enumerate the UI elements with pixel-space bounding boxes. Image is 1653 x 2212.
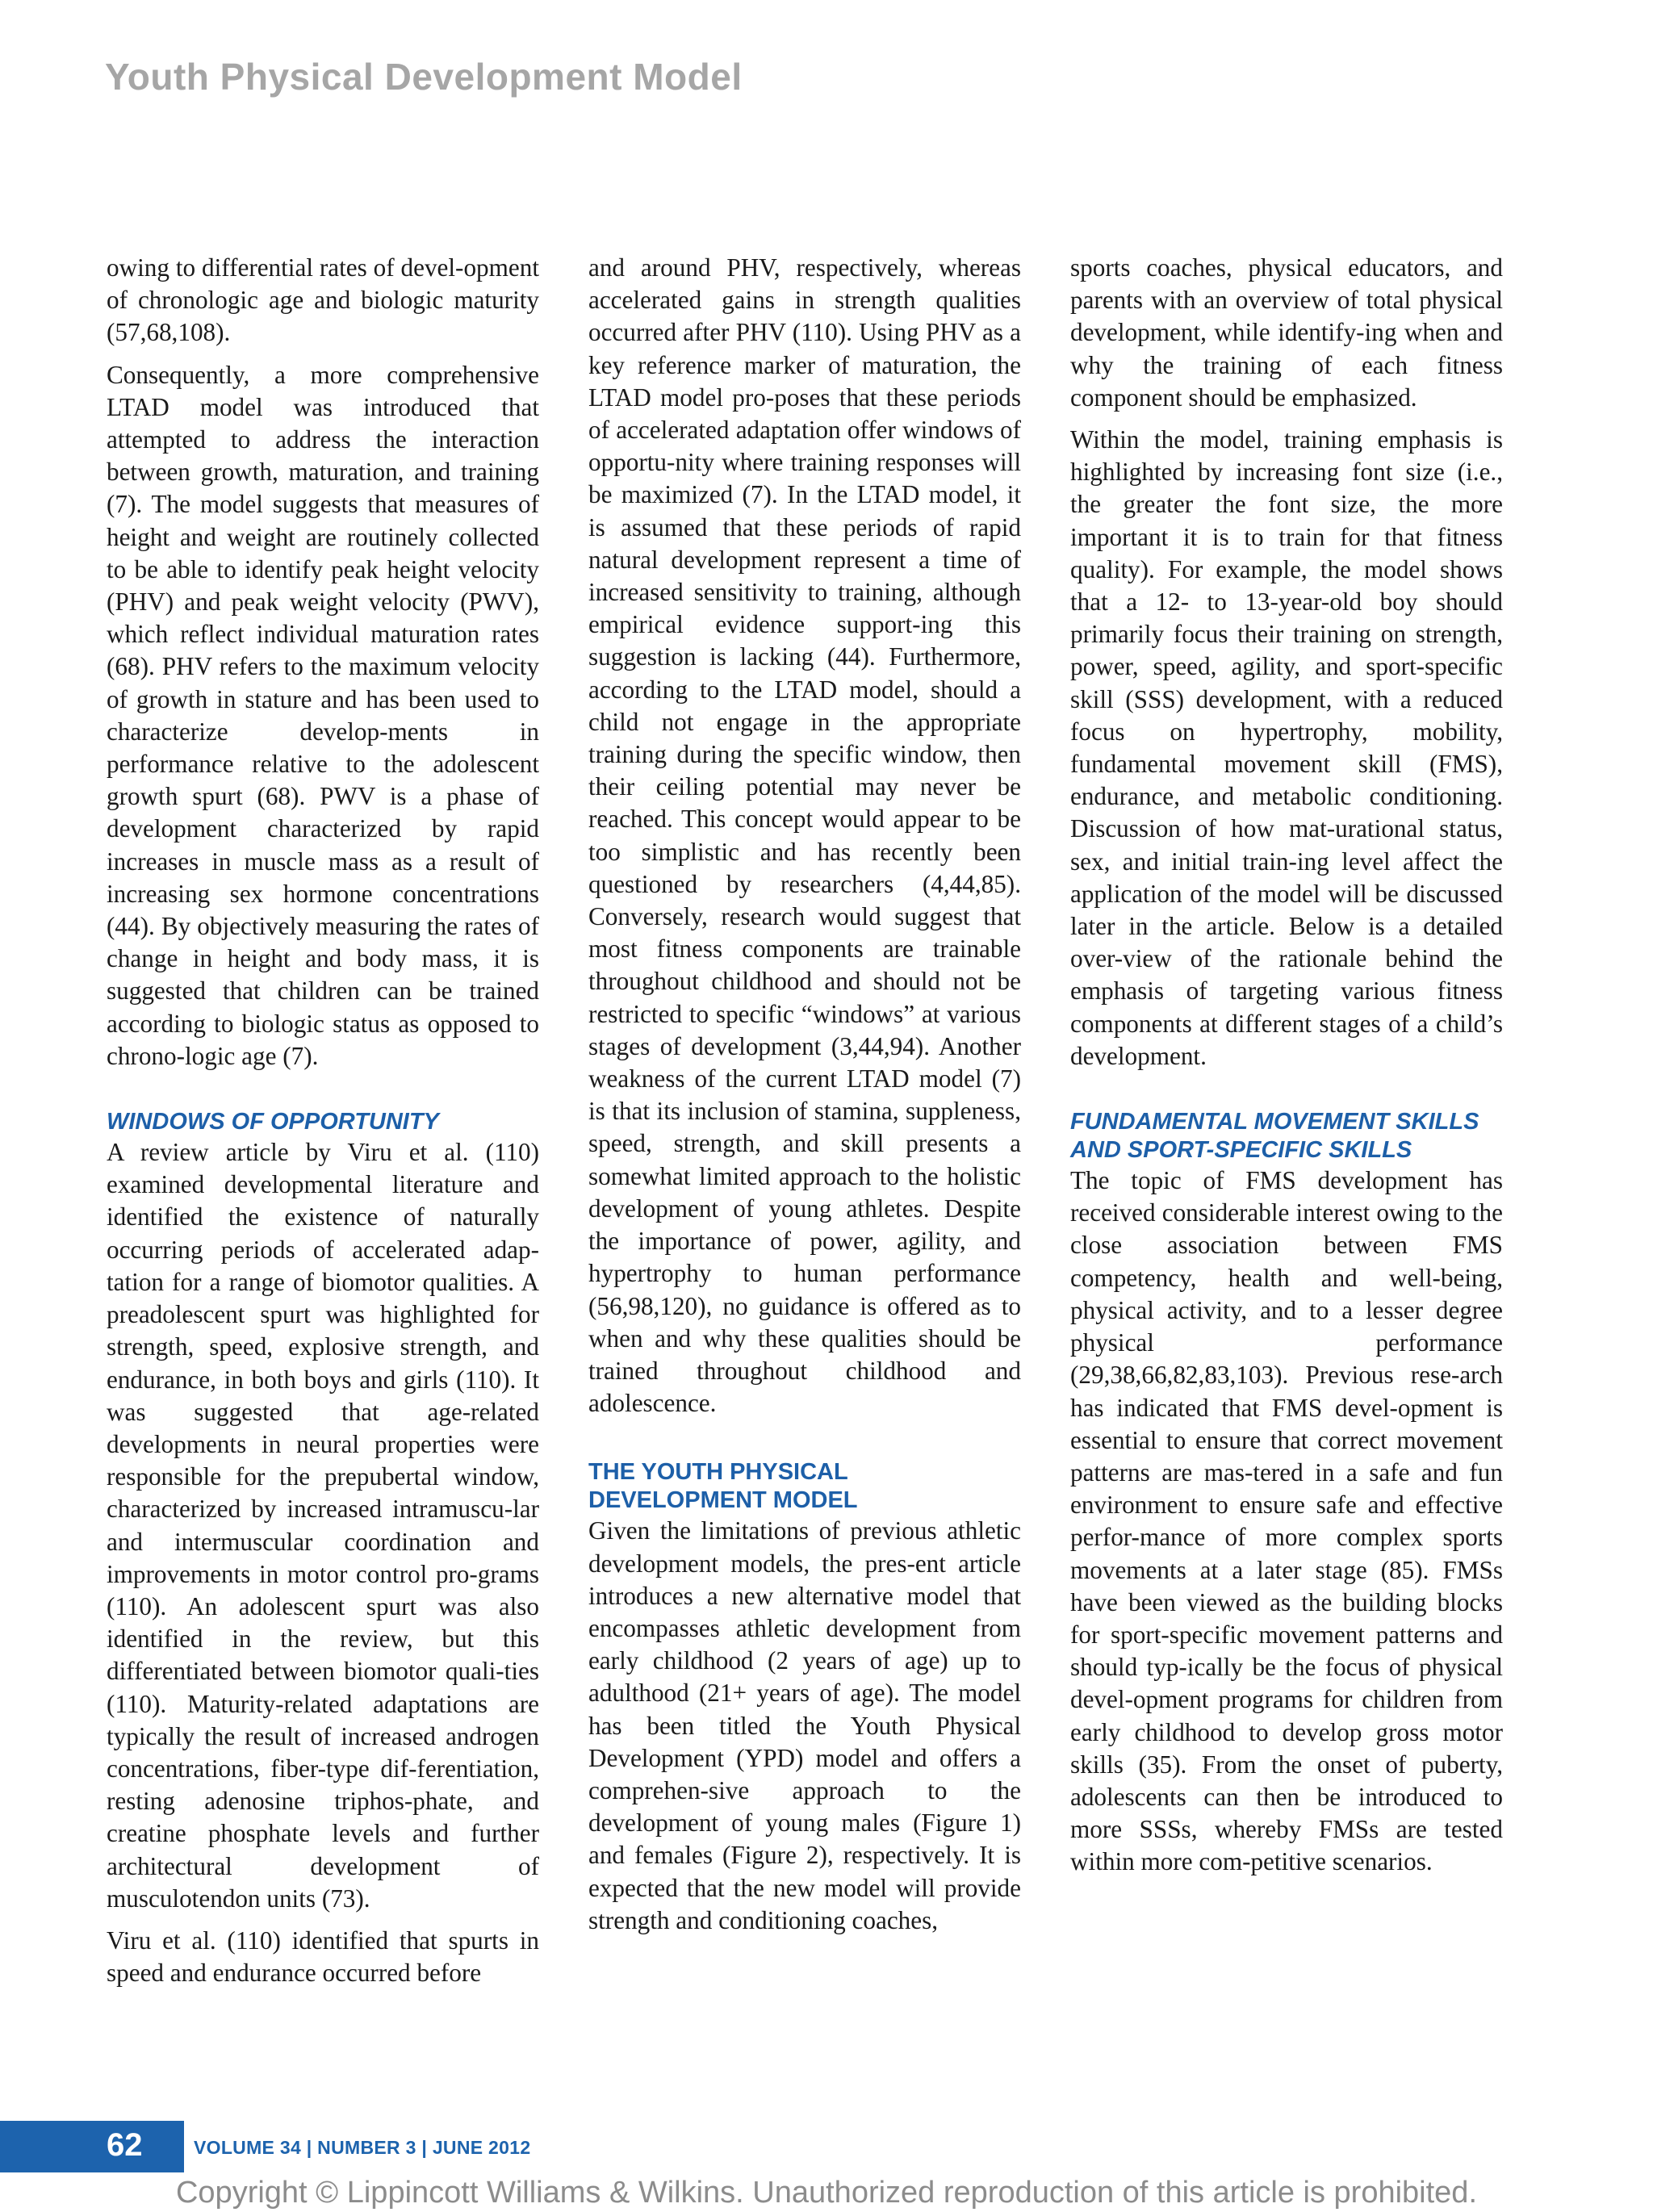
text-column-3: [1070, 252, 1503, 1879]
paragraph: A review article by Viru et al. (110) examined developmental literature and identified the existence of naturally occurring periods of accelerated adap-tation for a range of biomotor qualities. A preadolescent spurt was highlighted for strength, speed, explosive strength, and endurance, in both boys and girls (110). It was suggested that age-related developments in neural properties were responsible for the prepubertal window, characterized by increased intramuscu-lar and intermuscular coordination and improvements in motor control pro-grams (110). An adolescent spurt was also identified in the review, but this differentiated between biomotor quali-ties (110). Maturity-related adaptations are typically the result of increased androgen concentrations, fiber-type dif-ferentiation, resting adenosine triphos-phate, and creatine phosphate levels and further architectural development of musculotendon units (73).: [107, 1138, 539, 1913]
section-heading-windows-of-opportunity: WINDOWS OF OPPORTUNITY: [107, 1109, 439, 1135]
paragraph: Viru et al. (110) identified that spurts in speed and endurance occurred before: [107, 1926, 539, 1988]
page-number-bar: [0, 2121, 184, 2172]
paragraph: Given the limitations of previous athletic development models, the pres-ent article introduces a new alternative model that encompasses athletic development from early childhood (2 years of age) up to adulthood (21+ years of age). The model has been titled the Youth Physical Development (YPD) model and offers a comprehen-sive approach to the development of young males (Figure 1) and females (Figure 2), respectively. It is expected that the new model will provide strength and conditioning coaches,: [588, 1516, 1021, 1934]
paragraph: and around PHV, respectively, whereas accelerated gains in strength qualities occurred after PHV (110). Using PHV as a key reference marker of maturation, the LTAD model pro-poses that these periods of accelerated adaptation offer windows of opportu-nity where training responses will be maximized (7). In the LTAD model, it is assumed that these periods of rapid natural development represent a time of increased sensitivity to training, although empirical evidence support-ing this suggestion is lacking (44). Furthermore, according to the LTAD model, should a child not engage in the appropriate training during the specific window, then their ceiling potential may never be reached. This concept would appear to be too simplistic and has recently been questioned by researchers (4,44,85). Conversely, research would suggest that most fitness components are trainable throughout childhood and should not be restricted to specific “windows” at various stages of development (3,44,94). Another weakness of the current LTAD model (7) is that its inclusion of stamina, suppleness, speed, strength, and skill presents a somewhat limited approach to the holistic development of young athletes. Despite the importance of power, agility, and hypertrophy to human performance (56,98,120), no guidance is offered as to when and why these qualities should be trained throughout childhood and adolescence.: [588, 253, 1021, 1418]
section-heading-fundamental-movement-skills: FUNDAMENTAL MOVEMENT SKILLS AND SPORT-SPECIFIC SKILLS: [1070, 1109, 1479, 1164]
copyright-notice: Copyright © Lippincott Williams & Wilkins. Unauthorized reproduction of this article is prohibited.: [175, 2176, 1477, 2210]
paragraph: Consequently, a more comprehensive LTAD model was introduced that attempted to address the interaction between growth, maturation, and training (7). The model suggests that measures of height and weight are routinely collected to be able to identify peak height velocity (PHV) and peak weight velocity (PWV), which reflect individual maturation rates (68). PHV refers to the maximum velocity of growth in stature and has been used to characterize develop-ments in performance relative to the adolescent growth spurt (68). PWV is a phase of development characterized by rapid increases in muscle mass as a result of increasing sex hormone concentrations (44). By objectively measuring the rates of change in height and body mass, it is suggested that children can be trained according to biologic status as opposed to chrono-logic age (7).: [107, 360, 539, 1070]
paragraph: The topic of FMS development has received considerable interest owing to the close association between FMS competency, health and well-being, physical activity, and to a lesser degree physical performance (29,38,66,82,83,103). Previous rese-arch has indicated that FMS devel-opment is essential to ensure that correct movement patterns are mas-tered in a safe and fun environment to ensure safe and effective perfor-mance of more complex sports movements at a later stage (85). FMSs have been viewed as the building blocks for sport-specific movement patterns and should typ-ically be the focus of physical devel-opment programs for children from early childhood to develop gross motor skills (35). From the onset of puberty, adolescents can then be introduced to more SSSs, whereby FMSs are tested within more com-petitive scenarios.: [1070, 1166, 1503, 1876]
text-column-1: [107, 252, 539, 1989]
paragraph: Within the model, training emphasis is highlighted by increasing font size (i.e., the greater the font size, the more important it is to train for that fitness quality). For example, the model shows that a 12- to 13-year-old boy should primarily focus their training on strength, power, speed, agility, and sport-specific skill (SSS) development, with a reduced focus on hypertrophy, mobility, fundamental movement skill (FMS), endurance, and metabolic conditioning. Discussion of how mat-urational status, sex, and initial train-ing level affect the application of the model will be discussed later in the article. Below is a detailed over-view of the rationale behind the emphasis of targeting various fitness components at different stages of a child’s development.: [1070, 425, 1503, 1070]
running-head: Youth Physical Development Model: [105, 56, 743, 98]
paragraph: sports coaches, physical educators, and parents with an overview of total physical development, while identify-ing when and why the training of each fitness component should be emphasized.: [1070, 253, 1503, 412]
text-column-2: [588, 252, 1021, 1937]
issue-info: VOLUME 34 | NUMBER 3 | JUNE 2012: [194, 2137, 531, 2158]
section-heading-youth-physical-development-model: THE YOUTH PHYSICAL DEVELOPMENT MODEL: [588, 1459, 858, 1514]
paragraph: owing to differential rates of devel-opment of chronologic age and biologic maturity (57,68,108).: [107, 253, 539, 347]
page-number: 62: [107, 2127, 143, 2163]
